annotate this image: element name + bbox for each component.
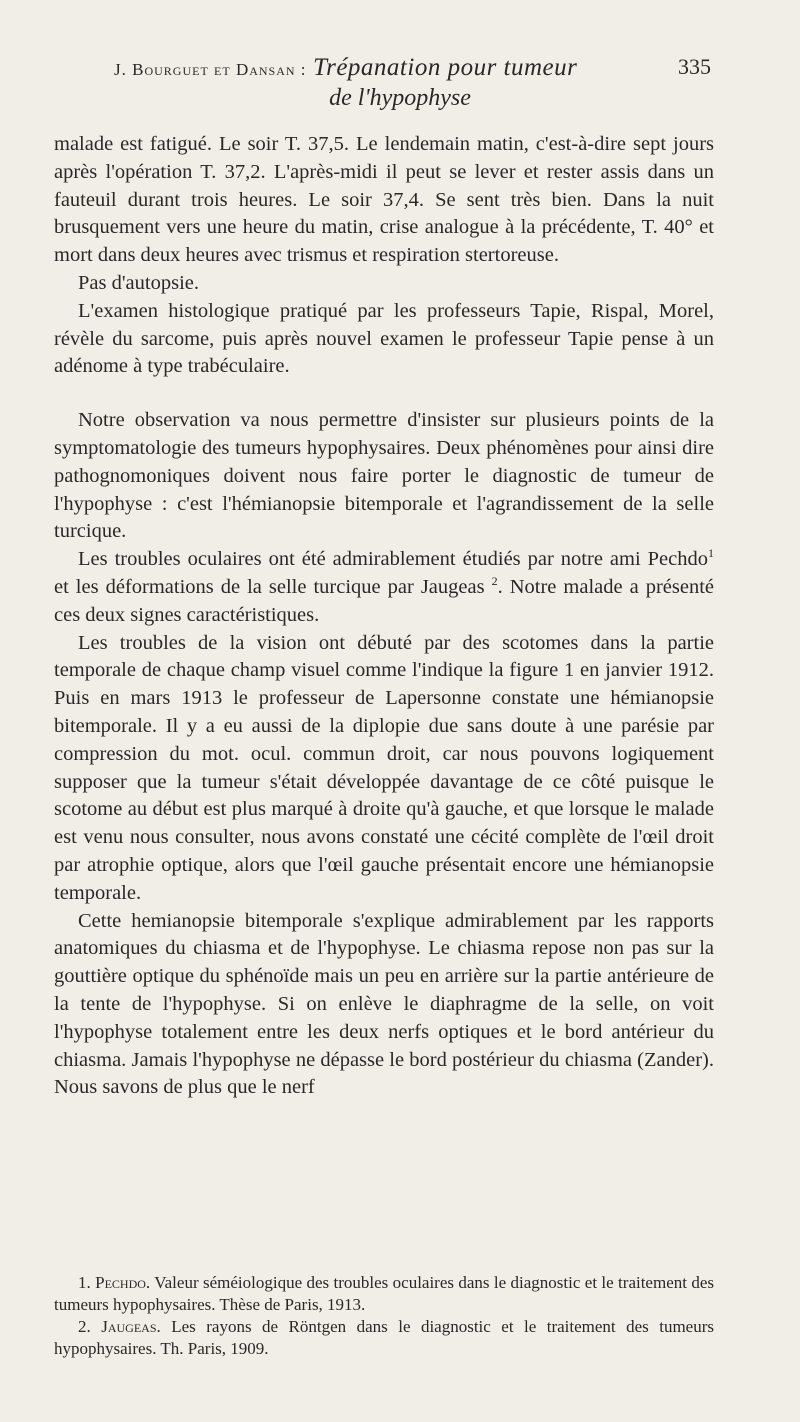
footnote-ref[interactable]: 2 (491, 574, 498, 589)
footnotes (54, 1272, 714, 1360)
page-number: 335 (678, 54, 711, 79)
footnote-number: 1. (78, 1273, 91, 1292)
footnote-text: Les rayons de Röntgen dans le diagnostic et le traitement des tumeurs hypophysaires. Th. Paris, 1909. (54, 1317, 715, 1358)
footnote-1 (54, 1272, 714, 1316)
paragraph: Les troubles de la vision ont débuté par des scotomes dans la partie temporale de chaque champ visuel comme l'indique la figure 1 en janvier 1912. Puis en mars 1913 le professeur de Lapersonne constate une hémianopsie bitemporale. Il y a eu aussi de la diplopie due sans doute à une parésie par compression du mot. ocul. commun droit, car nous pouvons logiquement supposer que la tumeur s'était développée davantage de ce côté puisque le scotome au début est plus marqué à droite qu'à gauche, et que lorsque le malade est venu nous consulter, nous avons constaté une cécité complète de l'œil droit par atrophie optique, alors que l'œil gauche présentait encore une hémianopsie temporale. (54, 631, 714, 904)
paragraph-text: Les troubles oculaires ont été admirablement étudiés par notre ami Pechdo (78, 548, 708, 571)
paragraph: L'examen histologique pratiqué par les professeurs Tapie, Rispal, Morel, révèle du sarcome, puis après nouvel examen le professeur Tapie pense à un adénome à type trabéculaire. (54, 299, 714, 378)
paragraph-text: et les déformations de la selle turcique par Jaugeas (54, 575, 485, 598)
footnote-author: Jaugeas. (101, 1317, 161, 1336)
paragraph-text: . Notre malade a présenté ces deux signes caractéristiques. (54, 575, 714, 626)
footnote-text: Valeur séméiologique des troubles oculaires dans le diagnostic et le traitement des tumeurs hypophysaires. Thèse de Paris, 1913. (54, 1273, 714, 1314)
footnote-ref[interactable]: 1 (708, 546, 714, 561)
footnote-author: Pechdo. (95, 1273, 151, 1292)
footnote-number: 2. (78, 1317, 91, 1336)
paragraph: malade est fatigué. Le soir T. 37,5. Le lendemain matin, c'est-à-dire sept jours après l'opération T. 37,2. L'après-midi il peut se lever et rester assis dans un fauteuil durant trois heures. Le soir 37,4. Se sent très bien. Dans la nuit brusquement vers une heure du matin, crise analogue à la précédente, T. 40° et mort dans deux heures avec trismus et respiration stertoreuse. (54, 133, 714, 267)
running-head-line (114, 54, 714, 82)
paragraph: Cette hemianopsie bitemporale s'explique admirablement par les rapports anatomiques du chiasma et de l'hypophyse. Le chiasma repose non pas sur la gouttière optique du sphénoïde mais un peu en arrière sur la partie antérieure de la tente de l'hypophyse. Si on enlève le diaphragme de la selle, on voit l'hypophyse totalement entre les deux nerfs optiques et le bord antérieur du chiasma. Jamais l'hypophyse ne dépasse le bord postérieur du chiasma (Zander). Nous savons de plus que le nerf (54, 909, 714, 1099)
header-title-line2: de l'hypophyse (329, 85, 471, 111)
paragraph: Notre observation va nous permettre d'insister sur plusieurs points de la symptomatologie des tumeurs hypophysaires. Deux phénomènes pour ainsi dire pathognomoniques doivent nous faire porter le diagnostic de tumeur de l'hypophyse : c'est l'hémianopsie bitemporale et l'agrandissement de la selle turcique. (54, 409, 714, 543)
footnote-2 (54, 1316, 714, 1360)
header-title-line1: Trépanation pour tumeur (313, 54, 578, 81)
body-text (54, 131, 714, 1102)
section-gap (54, 381, 714, 407)
paragraph: Pas d'autopsie. (78, 271, 199, 294)
paragraph (54, 546, 714, 629)
header-authors: J. Bourguet et Dansan : (114, 60, 307, 79)
